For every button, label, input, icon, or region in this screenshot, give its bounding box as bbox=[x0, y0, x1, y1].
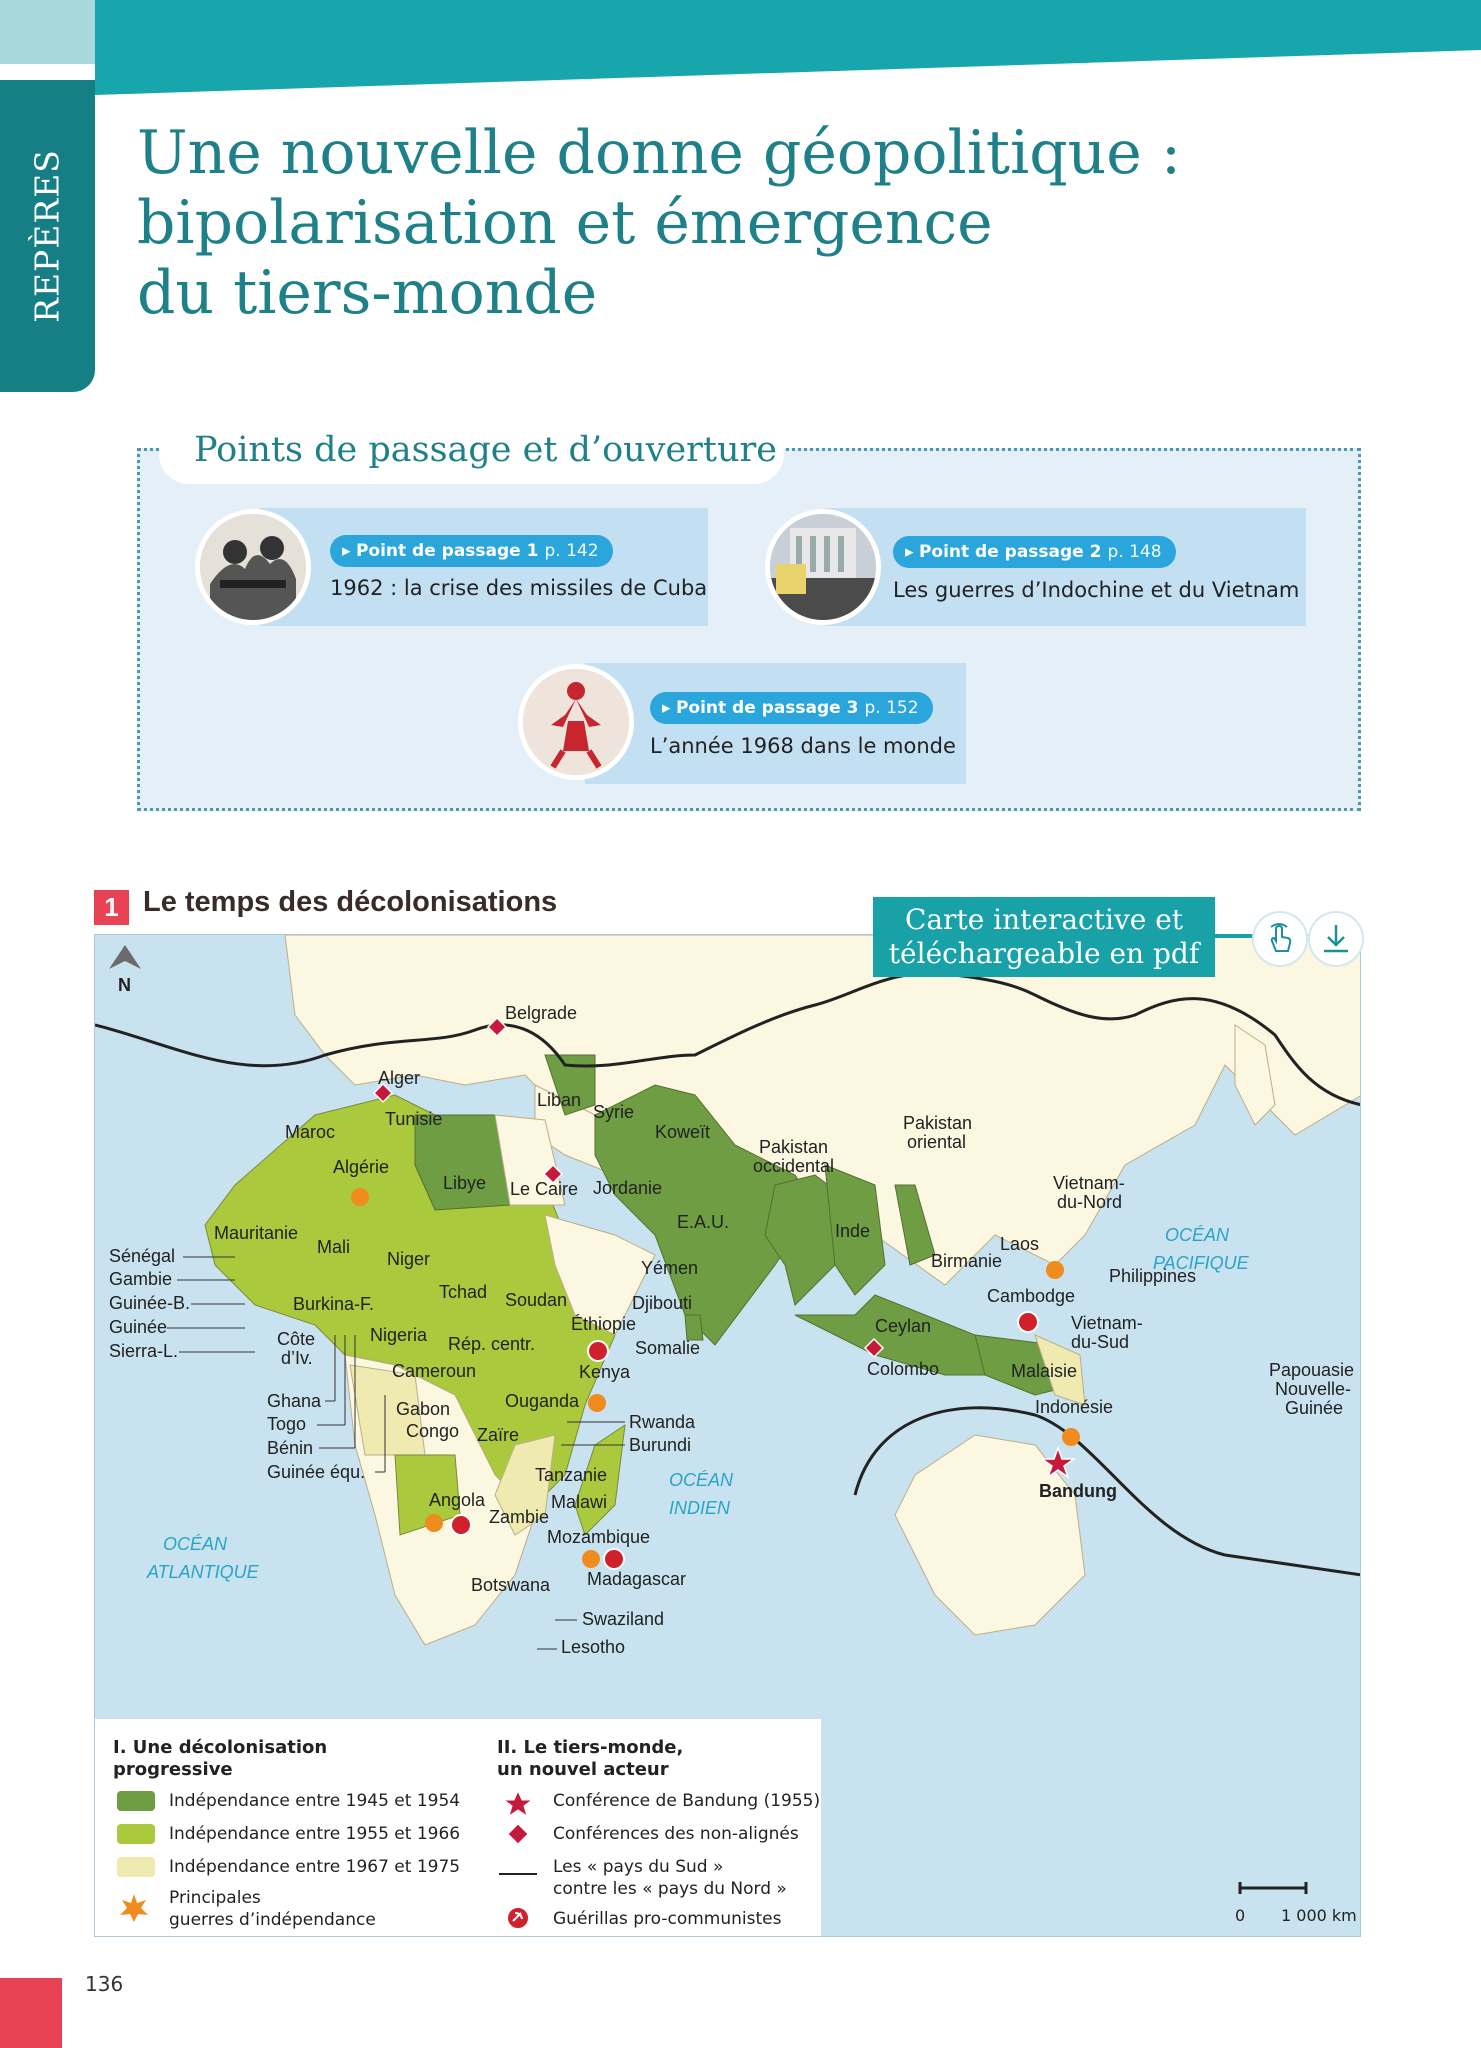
page-title-line-3: du tiers-monde bbox=[137, 258, 598, 328]
svg-text:OCÉAN: OCÉAN bbox=[1165, 1225, 1230, 1245]
page-title-line-1: Une nouvelle donne géopolitique : bbox=[137, 118, 1182, 188]
label-niger: Niger bbox=[387, 1249, 431, 1269]
label-papouasie: Papouasie bbox=[1269, 1360, 1355, 1380]
interactive-map-link[interactable]: Carte interactive et téléchargeable en pdf bbox=[873, 897, 1215, 977]
svg-text:Belgrade: Belgrade bbox=[505, 1003, 578, 1023]
svg-text:PACIFIQUE: PACIFIQUE bbox=[1153, 1253, 1249, 1273]
legend-bandung-icon bbox=[503, 1789, 533, 1819]
legend-swatch-45-54 bbox=[117, 1791, 155, 1811]
passage-2-tag[interactable]: ▸ Point de passage 2 p. 148 bbox=[893, 536, 1176, 568]
legend-nonaligned-label: Conférences des non-alignés bbox=[553, 1824, 799, 1844]
legend-war-icon bbox=[119, 1893, 149, 1923]
label-cote-ivoire: Côte bbox=[277, 1329, 316, 1349]
passage-3-description: L’année 1968 dans le monde bbox=[650, 734, 956, 758]
passage-1-description: 1962 : la crise des missiles de Cuba bbox=[330, 576, 708, 600]
svg-text:INDIEN: INDIEN bbox=[669, 1498, 731, 1518]
download-icon bbox=[1318, 921, 1354, 957]
page-title-line-2: bipolarisation et émergence bbox=[137, 188, 993, 258]
svg-text:Nouvelle-: Nouvelle- bbox=[1275, 1379, 1352, 1399]
label-benin: Bénin bbox=[267, 1438, 314, 1458]
label-nigeria: Nigeria bbox=[370, 1325, 428, 1345]
svg-text:du-Sud: du-Sud bbox=[1071, 1332, 1130, 1352]
label-mozambique: Mozambique bbox=[547, 1527, 651, 1547]
svg-text:ATLANTIQUE: ATLANTIQUE bbox=[147, 1562, 259, 1582]
legend-war-label: Principales guerres d’indépendance bbox=[169, 1888, 376, 1930]
legend-guerilla-icon bbox=[505, 1905, 531, 1931]
passage-3-photo bbox=[518, 664, 634, 780]
legend-part1-title: I. Une décolonisation progressive bbox=[113, 1737, 328, 1780]
legend-label-55-66: Indépendance entre 1955 et 1966 bbox=[169, 1824, 461, 1844]
passage-1-tag[interactable]: ▸ Point de passage 1 p. 142 bbox=[330, 535, 613, 567]
label-cameroun: Cameroun bbox=[392, 1361, 477, 1381]
page-corner bbox=[0, 1978, 62, 2048]
svg-text:OCÉAN: OCÉAN bbox=[163, 1534, 228, 1554]
passage-2-description: Les guerres d’Indochine et du Vietnam bbox=[893, 578, 1300, 602]
label-guinee: Guinée bbox=[109, 1317, 168, 1337]
page-title bbox=[137, 118, 1181, 328]
svg-text:Guinée: Guinée bbox=[1285, 1398, 1344, 1418]
label-ouganda: Ouganda bbox=[505, 1391, 580, 1411]
svg-text:Le Caire: Le Caire bbox=[510, 1179, 579, 1199]
label-ghana: Ghana bbox=[267, 1391, 322, 1411]
decolonisation-map bbox=[94, 934, 1361, 1937]
label-djibouti: Djibouti bbox=[632, 1293, 693, 1313]
label-cambodge: Cambodge bbox=[987, 1286, 1076, 1306]
label-eau: E.A.U. bbox=[677, 1212, 730, 1232]
label-indonesie: Indonésie bbox=[1035, 1397, 1114, 1417]
label-zambie: Zambie bbox=[489, 1507, 550, 1527]
label-laos: Laos bbox=[1000, 1234, 1040, 1254]
ocean-indian bbox=[669, 1470, 734, 1518]
label-syrie: Syrie bbox=[593, 1102, 635, 1122]
label-maroc: Maroc bbox=[285, 1122, 336, 1142]
label-lesotho: Lesotho bbox=[561, 1637, 626, 1657]
legend-north-south-label: Les « pays du Sud » contre les « pays du Nord » bbox=[553, 1857, 787, 1899]
label-pakistan-or: Pakistan bbox=[903, 1113, 973, 1133]
label-guinee-b: Guinée-B. bbox=[109, 1293, 191, 1313]
label-gabon: Gabon bbox=[396, 1399, 451, 1419]
label-libye: Libye bbox=[443, 1173, 487, 1193]
legend-part2-title: II. Le tiers-monde, un nouvel acteur bbox=[497, 1737, 684, 1780]
land-ceylon bbox=[685, 1315, 703, 1340]
legend-swatch-55-66 bbox=[117, 1824, 155, 1844]
svg-text:occidental: occidental bbox=[753, 1156, 835, 1176]
label-algerie: Algérie bbox=[333, 1157, 390, 1177]
points-de-passage-heading-text: Points de passage et d’ouverture bbox=[194, 430, 777, 470]
points-de-passage-heading bbox=[159, 424, 784, 484]
label-ceylan: Ceylan bbox=[875, 1316, 932, 1336]
label-kenya: Kenya bbox=[579, 1362, 631, 1382]
label-philippines: Philippines bbox=[1109, 1266, 1197, 1286]
legend-label-45-54: Indépendance entre 1945 et 1954 bbox=[169, 1791, 461, 1811]
label-guinee-eq: Guinée équ. bbox=[267, 1462, 366, 1482]
label-botswana: Botswana bbox=[471, 1575, 551, 1595]
label-rwanda: Rwanda bbox=[629, 1412, 696, 1432]
label-somalie: Somalie bbox=[635, 1338, 701, 1358]
map-legend bbox=[95, 1719, 821, 1937]
svg-text:d’Iv.: d’Iv. bbox=[281, 1348, 313, 1368]
label-senegal: Sénégal bbox=[109, 1246, 176, 1266]
legend-nonaligned-icon bbox=[507, 1823, 529, 1845]
label-koweit: Koweït bbox=[655, 1122, 711, 1142]
legend-swatch-67-75 bbox=[117, 1857, 155, 1877]
label-burundi: Burundi bbox=[629, 1435, 692, 1455]
label-mali: Mali bbox=[317, 1237, 351, 1257]
label-sierra: Sierra-L. bbox=[109, 1341, 179, 1361]
svg-text:Alger: Alger bbox=[378, 1068, 421, 1088]
label-congo: Congo bbox=[406, 1421, 460, 1441]
north-arrow bbox=[109, 945, 141, 995]
label-birmanie: Birmanie bbox=[931, 1251, 1003, 1271]
section-title: Le temps des décolonisations bbox=[143, 886, 558, 918]
label-swaziland: Swaziland bbox=[582, 1609, 665, 1629]
legend-bandung-label: Conférence de Bandung (1955) bbox=[553, 1791, 821, 1811]
svg-text:OCÉAN: OCÉAN bbox=[669, 1470, 734, 1490]
label-malawi: Malawi bbox=[551, 1492, 608, 1512]
svg-text:N: N bbox=[118, 975, 131, 995]
scale-zero: 0 bbox=[1235, 1906, 1246, 1925]
section-number: 1 bbox=[94, 890, 129, 925]
label-tunisie: Tunisie bbox=[385, 1109, 443, 1129]
label-gambie: Gambie bbox=[109, 1269, 173, 1289]
svg-text:du-Nord: du-Nord bbox=[1057, 1192, 1123, 1212]
header-accent-light bbox=[0, 0, 95, 64]
passage-card-1[interactable] bbox=[260, 508, 708, 626]
land-libya-45-54 bbox=[415, 1115, 510, 1210]
label-pakistan-occ: Pakistan bbox=[759, 1137, 829, 1157]
label-angola: Angola bbox=[429, 1490, 486, 1510]
legend-north-south-line bbox=[499, 1873, 537, 1875]
side-tab-label: REPÈRES bbox=[27, 149, 67, 323]
hand-pointer-icon bbox=[1262, 921, 1298, 957]
label-malaisie: Malaisie bbox=[1011, 1361, 1078, 1381]
label-madagascar: Madagascar bbox=[587, 1569, 687, 1589]
touch-interactive-button[interactable] bbox=[1254, 913, 1306, 965]
conference-bandung-star bbox=[1039, 1448, 1117, 1501]
label-rep-centr: Rép. centr. bbox=[448, 1334, 536, 1354]
svg-text:Bandung: Bandung bbox=[1039, 1481, 1117, 1501]
header-band bbox=[95, 0, 1481, 95]
svg-text:oriental: oriental bbox=[907, 1132, 967, 1152]
label-inde: Inde bbox=[835, 1221, 871, 1241]
label-liban: Liban bbox=[537, 1090, 582, 1110]
label-tchad: Tchad bbox=[439, 1282, 488, 1302]
label-vietnam-nord: Vietnam- bbox=[1053, 1173, 1125, 1193]
label-mauritanie: Mauritanie bbox=[214, 1223, 299, 1243]
ocean-atlantic bbox=[146, 1534, 260, 1582]
scale-distance: 1 000 km bbox=[1281, 1906, 1357, 1925]
label-zaire: Zaïre bbox=[477, 1425, 520, 1445]
download-pdf-button[interactable] bbox=[1310, 913, 1362, 965]
label-togo: Togo bbox=[267, 1414, 307, 1434]
legend-label-67-75: Indépendance entre 1967 et 1975 bbox=[169, 1857, 461, 1877]
label-jordanie: Jordanie bbox=[593, 1178, 663, 1198]
passage-1-photo bbox=[195, 509, 311, 625]
label-soudan: Soudan bbox=[505, 1290, 568, 1310]
passage-3-tag[interactable]: ▸ Point de passage 3 p. 152 bbox=[650, 692, 933, 724]
passage-2-photo bbox=[765, 509, 881, 625]
legend-guerilla-label: Guérillas pro-communistes bbox=[553, 1909, 782, 1929]
label-burkina: Burkina-F. bbox=[293, 1294, 375, 1314]
label-tanzanie: Tanzanie bbox=[535, 1465, 608, 1485]
label-yemen: Yémen bbox=[641, 1258, 699, 1278]
label-ethiopie: Éthiopie bbox=[571, 1314, 637, 1334]
svg-text:Colombo: Colombo bbox=[867, 1359, 940, 1379]
interactive-connector bbox=[1215, 934, 1255, 938]
page-number: 136 bbox=[85, 1972, 124, 1996]
scale-bar bbox=[1238, 1880, 1318, 1896]
label-vietnam-sud: Vietnam- bbox=[1071, 1313, 1143, 1333]
